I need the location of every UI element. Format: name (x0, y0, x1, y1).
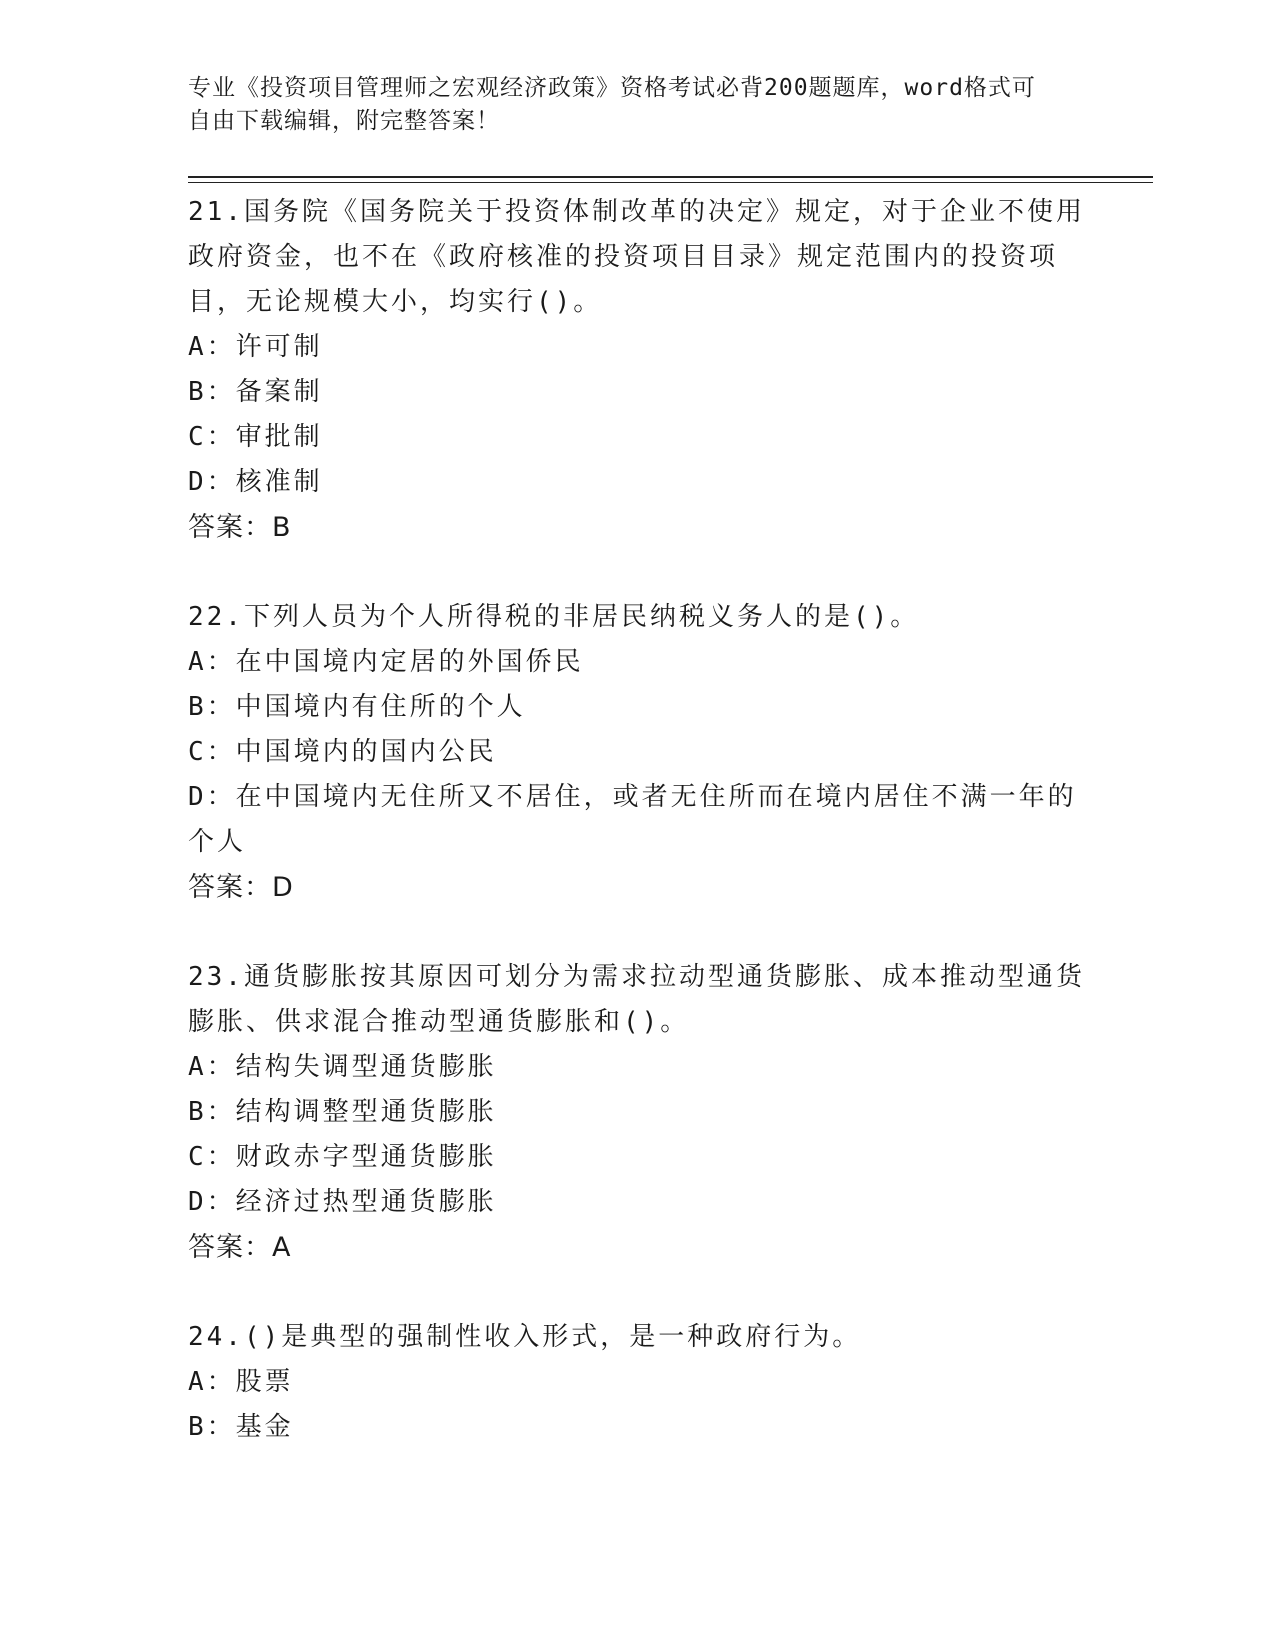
question-22 (188, 595, 1088, 910)
question-24 (188, 1315, 1088, 1450)
answer: 答案：D (188, 872, 294, 903)
question-list (188, 190, 1088, 1495)
option-d: D：核准制 (188, 467, 323, 497)
option-c: C：审批制 (188, 422, 323, 452)
header-line-2: 自由下载编辑，附完整答案！ (188, 108, 500, 134)
option-d: D：在中国境内无住所又不居住，或者无住所而在境内居住不满一年的个人 (188, 782, 1077, 857)
question-23 (188, 955, 1088, 1270)
header-line-1: 专业《投资项目管理师之宏观经济政策》资格考试必背200题题库，word格式可 (188, 75, 1036, 101)
option-a: A：结构失调型通货膨胀 (188, 1052, 497, 1082)
header-divider (188, 176, 1153, 178)
option-a: A：许可制 (188, 332, 323, 362)
option-c: C：财政赤字型通货膨胀 (188, 1142, 497, 1172)
option-d: D：经济过热型通货膨胀 (188, 1187, 497, 1217)
question-stem: 22.下列人员为个人所得税的非居民纳税义务人的是()。 (188, 602, 920, 632)
header-divider-thin (188, 182, 1153, 183)
option-a: A：股票 (188, 1367, 294, 1397)
option-b: B：基金 (188, 1412, 294, 1442)
option-b: B：结构调整型通货膨胀 (188, 1097, 497, 1127)
option-b: B：备案制 (188, 377, 323, 407)
question-stem: 23.通货膨胀按其原因可划分为需求拉动型通货膨胀、成本推动型通货膨胀、供求混合推动型通货膨胀和()。 (188, 962, 1085, 1037)
document-header (188, 72, 1068, 138)
question-stem: 24.()是典型的强制性收入形式，是一种政府行为。 (188, 1322, 862, 1352)
question-21 (188, 190, 1088, 550)
option-a: A：在中国境内定居的外国侨民 (188, 647, 584, 677)
question-stem: 21.国务院《国务院关于投资体制改革的决定》规定，对于企业不使用政府资金，也不在《政府核准的投资项目目录》规定范围内的投资项目，无论规模大小，均实行()。 (188, 197, 1085, 317)
option-c: C：中国境内的国内公民 (188, 737, 497, 767)
answer: 答案：A (188, 1232, 292, 1263)
answer: 答案：B (188, 512, 292, 543)
option-b: B：中国境内有住所的个人 (188, 692, 526, 722)
